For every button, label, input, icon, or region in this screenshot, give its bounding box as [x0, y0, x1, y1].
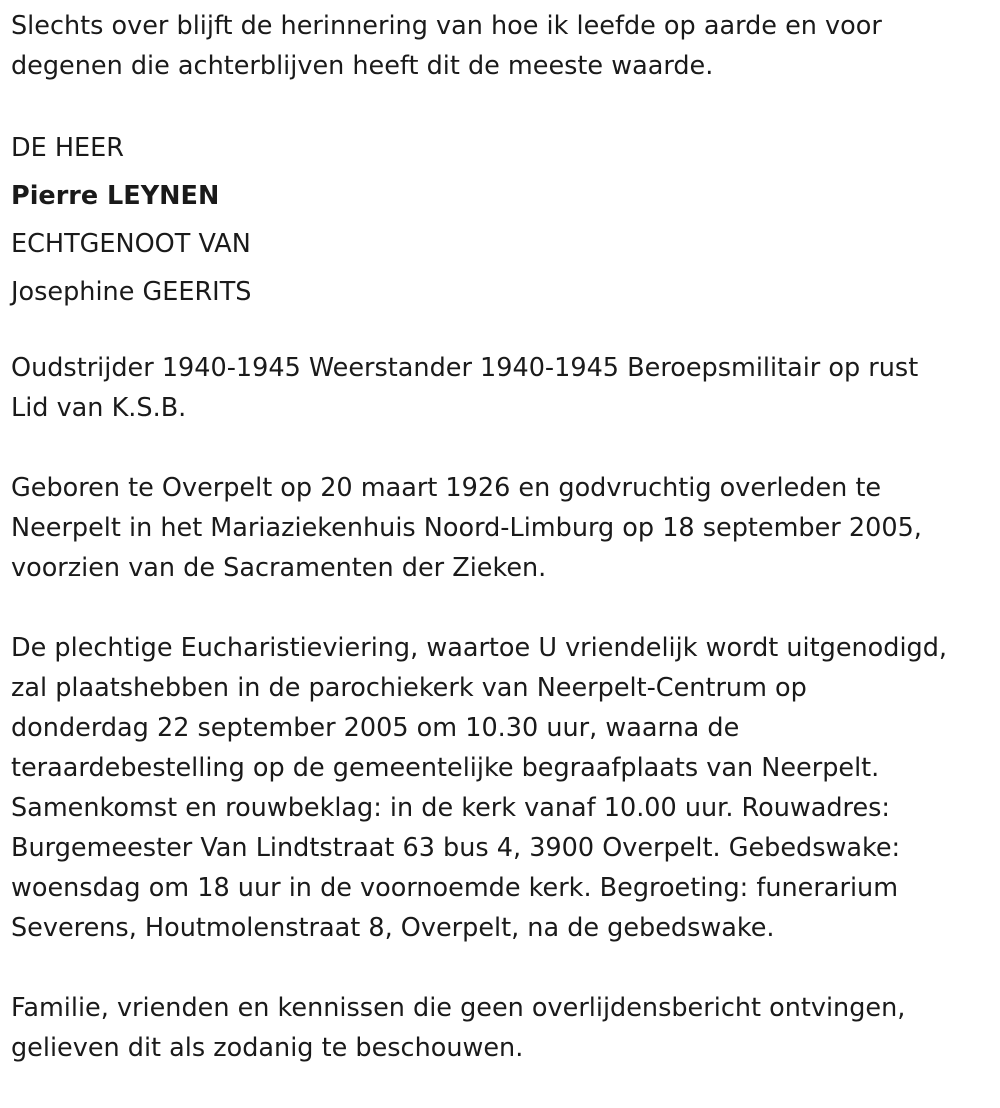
closing-line: Familie, vrienden en kennissen die geen overlijdensbericht ontvingen,: [11, 993, 906, 1023]
service-paragraph: [11, 348, 996, 428]
ceremony-line: zal plaatshebben in de parochiekerk van Neerpelt-Centrum op: [11, 673, 807, 703]
ceremony-line: donderdag 22 september 2005 om 10.30 uur, waarna de: [11, 713, 740, 743]
service-line: Lid van K.S.B.: [11, 393, 187, 423]
birth-death-line: Neerpelt in het Mariaziekenhuis Noord-Limburg op 18 september 2005,: [11, 513, 922, 543]
relation-label: ECHTGENOOT VAN: [11, 229, 251, 259]
deceased-block: [11, 124, 996, 316]
spouse-name: Josephine GEERITS: [11, 277, 252, 307]
quote-line: Slechts over blijft de herinnering van hoe ik leefde op aarde en voor: [11, 11, 882, 41]
deceased-name: Pierre LEYNEN: [11, 181, 220, 211]
ceremony-line: teraardebestelling op de gemeentelijke begraafplaats van Neerpelt.: [11, 753, 880, 783]
quote-paragraph: [11, 6, 996, 86]
ceremony-line: Burgemeester Van Lindtstraat 63 bus 4, 3900 Overpelt. Gebedswake:: [11, 833, 901, 863]
ceremony-paragraph: [11, 628, 996, 948]
obituary-notice: [11, 6, 996, 1108]
closing-line: gelieven dit als zodanig te beschouwen.: [11, 1033, 524, 1063]
birth-death-paragraph: [11, 468, 996, 588]
quote-line: degenen die achterblijven heeft dit de meeste waarde.: [11, 51, 714, 81]
ceremony-line: Samenkomst en rouwbeklag: in de kerk vanaf 10.00 uur. Rouwadres:: [11, 793, 891, 823]
ceremony-line: woensdag om 18 uur in de voornoemde kerk. Begroeting: funerarium: [11, 873, 899, 903]
deceased-title: DE HEER: [11, 133, 124, 163]
birth-death-line: Geboren te Overpelt op 20 maart 1926 en godvruchtig overleden te: [11, 473, 882, 503]
closing-paragraph: [11, 988, 996, 1068]
ceremony-line: Severens, Houtmolenstraat 8, Overpelt, na de gebedswake.: [11, 913, 775, 943]
service-line: Oudstrijder 1940-1945 Weerstander 1940-1945 Beroepsmilitair op rust: [11, 353, 919, 383]
birth-death-line: voorzien van de Sacramenten der Zieken.: [11, 553, 547, 583]
ceremony-line: De plechtige Eucharistieviering, waartoe U vriendelijk wordt uitgenodigd,: [11, 633, 948, 663]
